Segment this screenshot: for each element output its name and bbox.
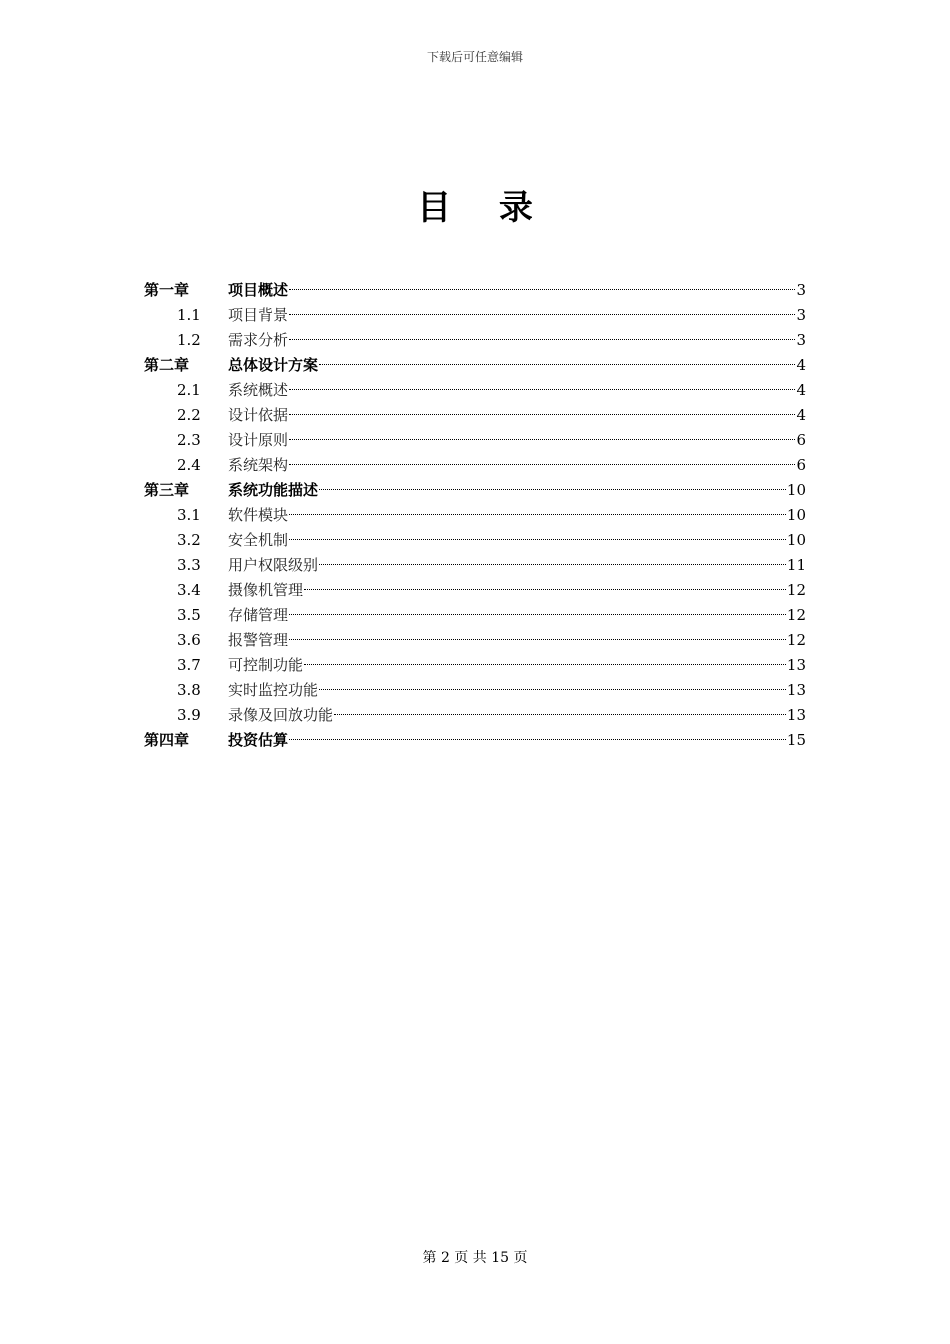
toc-section-entry[interactable] [144,403,806,428]
toc-section-entry[interactable] [144,453,806,478]
toc-entry-number: 2.4 [177,456,201,474]
toc-entry-number: 3.1 [177,506,201,524]
toc-section-entry[interactable] [144,503,806,528]
toc-entry-number: 第一章 [144,281,190,299]
toc-entry-title: 摄像机管理 [228,581,304,599]
toc-entry-page: 6 [796,431,806,449]
toc-chapter-entry[interactable] [144,728,806,753]
toc-chapter-entry[interactable] [144,353,806,378]
toc-entry-title: 系统架构 [228,456,289,474]
toc-section-entry[interactable] [144,628,806,653]
toc-section-entry[interactable] [144,578,806,603]
toc-section-entry[interactable] [144,378,806,403]
dot-leader [289,514,786,515]
dot-leader [304,589,786,590]
toc-entry-number: 2.1 [177,381,201,399]
dot-leader [334,714,786,715]
toc-entry-number: 第三章 [144,481,190,499]
toc-chapter-entry[interactable] [144,478,806,503]
toc-entry-page: 3 [796,281,806,299]
toc-entry-title: 项目背景 [228,306,289,324]
dot-leader [319,489,786,490]
dot-leader [304,664,786,665]
toc-entry-number: 3.6 [177,631,201,649]
dot-leader [289,464,795,465]
toc-entry-title: 系统功能描述 [228,481,319,499]
toc-entry-title: 软件模块 [228,506,289,524]
toc-entry-number: 第二章 [144,356,190,374]
toc-entry-page: 4 [796,356,806,374]
toc-section-entry[interactable] [144,328,806,353]
dot-leader [289,539,786,540]
toc-entry-title: 系统概述 [228,381,289,399]
dot-leader [289,639,786,640]
dot-leader [319,564,786,565]
toc-title: 目 录 [417,188,551,228]
toc-entry-page: 12 [786,581,806,599]
page-footer: 第 2 页 共 15 页 [422,1250,528,1266]
toc-section-entry[interactable] [144,303,806,328]
toc-entry-title: 实时监控功能 [228,681,319,699]
toc-entry-title: 项目概述 [228,281,289,299]
dot-leader [289,314,795,315]
toc-entry-number: 2.3 [177,431,201,449]
toc-entry-title: 报警管理 [228,631,289,649]
toc-entry-title: 投资估算 [228,731,289,749]
toc-section-entry[interactable] [144,603,806,628]
toc-entry-page: 10 [786,506,806,524]
toc-section-entry[interactable] [144,528,806,553]
toc-section-entry[interactable] [144,653,806,678]
toc-entry-number: 第四章 [144,731,190,749]
toc-entry-number: 3.7 [177,656,201,674]
toc-entry-title: 设计依据 [228,406,289,424]
toc-entry-number: 3.9 [177,706,201,724]
toc-entry-page: 12 [786,606,806,624]
toc-entry-page: 12 [786,631,806,649]
toc-entry-page: 10 [786,531,806,549]
dot-leader [289,739,786,740]
toc-entry-title: 设计原则 [228,431,289,449]
dot-leader [319,689,786,690]
toc-entry-title: 存储管理 [228,606,289,624]
toc-entry-page: 4 [796,406,806,424]
toc-entry-title: 安全机制 [228,531,289,549]
dot-leader [289,289,795,290]
dot-leader [289,614,786,615]
toc-entry-number: 2.2 [177,406,201,424]
toc-entry-page: 13 [786,706,806,724]
toc-entry-number: 3.5 [177,606,201,624]
toc-entry-page: 10 [786,481,806,499]
toc-entry-page: 15 [786,731,806,749]
toc-entry-page: 3 [796,306,806,324]
toc-entry-number: 3.3 [177,556,201,574]
toc-entry-number: 3.2 [177,531,201,549]
toc-entry-page: 6 [796,456,806,474]
toc-entry-page: 11 [786,556,806,574]
toc-entry-number: 1.1 [177,306,201,324]
toc-entry-title: 录像及回放功能 [228,706,334,724]
toc-entry-title: 用户权限级别 [228,556,319,574]
toc-entry-page: 3 [796,331,806,349]
toc-section-entry[interactable] [144,428,806,453]
toc-section-entry[interactable] [144,703,806,728]
toc-entry-number: 3.4 [177,581,201,599]
dot-leader [289,414,795,415]
dot-leader [319,364,795,365]
toc-entry-page: 4 [796,381,806,399]
toc-entry-page: 13 [786,681,806,699]
table-of-contents [144,278,806,753]
toc-entry-page: 13 [786,656,806,674]
toc-entry-title: 需求分析 [228,331,289,349]
dot-leader [289,389,795,390]
dot-leader [289,439,795,440]
page-header: 下载后可任意编辑 [426,50,523,64]
toc-entry-number: 1.2 [177,331,201,349]
toc-section-entry[interactable] [144,553,806,578]
toc-section-entry[interactable] [144,678,806,703]
toc-entry-number: 3.8 [177,681,201,699]
dot-leader [289,339,795,340]
toc-chapter-entry[interactable] [144,278,806,303]
toc-entry-title: 总体设计方案 [228,356,319,374]
toc-entry-title: 可控制功能 [228,656,304,674]
